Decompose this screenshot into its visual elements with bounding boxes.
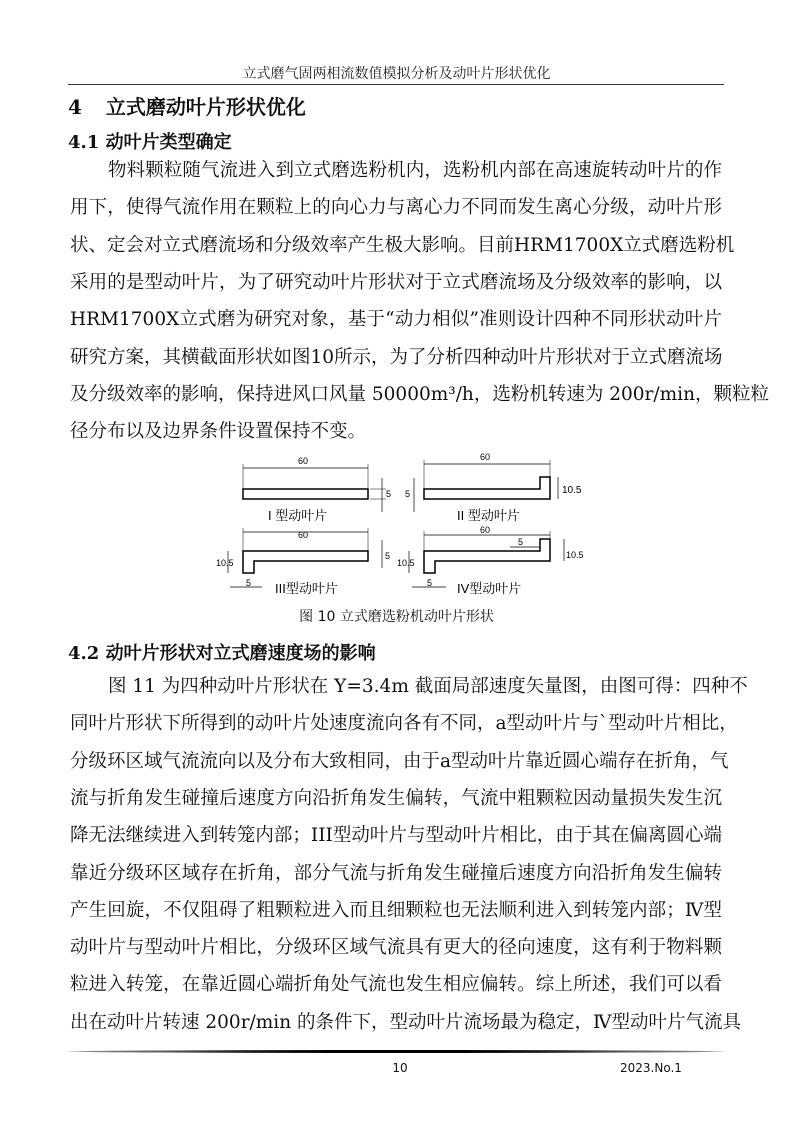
running-header: 立式磨气固两相流数值模拟分析及动叶片形状优化 <box>242 66 551 82</box>
blade-type-3 <box>216 528 390 596</box>
text-line: 流与折角发生碰撞后速度方向沿折角发生偏转，气流中粗颗粒因动量损失发生沉 <box>70 787 722 809</box>
blade-type-4 <box>397 525 584 596</box>
text-line: 及分级效率的影响，保持进风口风量 50000m³/h，选粉机转速为 200r/min，颗粒粒 <box>70 383 769 405</box>
figure-caption: 图 10 立式磨选粉机动叶片形状 <box>299 609 494 625</box>
blade-type-1 <box>243 456 391 523</box>
issue-label: 2023.No.1 <box>620 1061 682 1075</box>
dim-label: 10.5 <box>566 550 584 560</box>
dim-label: 5 <box>518 537 524 547</box>
blade-1-shape <box>243 489 368 499</box>
blade-label: IV型动叶片 <box>457 581 522 596</box>
dim-label: 10.5 <box>562 485 582 496</box>
dim-label: 5 <box>385 551 391 561</box>
text-line: 靠近分级环区域存在折角，部分气流与折角发生碰撞后速度方向沿折角发生偏转 <box>70 862 722 884</box>
blade-4-shape <box>424 539 550 573</box>
section-number: 4 <box>68 95 82 119</box>
text-line: 分级环区域气流流向以及分布大致相同，由于a型动叶片靠近圆心端存在折角，气 <box>70 750 729 772</box>
dim-label: 10.5 <box>216 558 234 568</box>
dim-label: 5 <box>427 578 433 588</box>
footer-rule <box>68 1050 724 1053</box>
subsection-heading-4-2: 4.2 动叶片形状对立式磨速度场的影响 <box>68 643 376 664</box>
blade-type-2 <box>405 452 582 523</box>
blade-label: I 型动叶片 <box>268 508 328 523</box>
dim-label: 60 <box>480 525 491 535</box>
section-heading <box>68 91 306 120</box>
text-line: 采用的是型动叶片，为了研究动叶片形状对于立式磨流场及分级效率的影响，以 <box>70 271 722 293</box>
page-number: 10 <box>392 1061 408 1075</box>
dim-label: 60 <box>480 452 491 462</box>
text-line: 产生回旋，不仅阻碍了粗颗粒进入而且细颗粒也无法顺利进入到转笼内部；Ⅳ型 <box>70 899 722 921</box>
dim-label: 5 <box>405 489 411 499</box>
section-title: 立式磨动叶片形状优化 <box>105 95 306 119</box>
dim-label: 60 <box>298 530 309 540</box>
text-line: 同叶片形状下所得到的动叶片处速度流向各有不同，a型动叶片与`型动叶片相比， <box>70 713 738 735</box>
dim-label: 5 <box>246 578 252 588</box>
text-line: HRM1700X立式磨为研究对象，基于“动力相似”准则设计四种不同形状动叶片 <box>70 309 722 331</box>
text-line: 图 11 为四种动叶片形状在 Y=3.4m 截面局部速度矢量图，由图可得：四种不 <box>108 676 748 697</box>
text-line: 状、定会对立式磨流场和分级效率产生极大影响。目前HRM1700X立式磨选粉机 <box>70 234 735 256</box>
text-line: 降无法继续进入到转笼内部；III型动叶片与型动叶片相比，由于其在偏离圆心端 <box>70 825 722 847</box>
text-line: 动叶片与型动叶片相比，分级环区域气流具有更大的径向速度，这有利于物料颗 <box>70 937 722 959</box>
text-line: 径分布以及边界条件设置保持不变。 <box>70 421 367 443</box>
blade-label: II 型动叶片 <box>457 508 520 523</box>
blade-2-shape <box>424 477 550 499</box>
dim-label: 60 <box>298 456 309 466</box>
text-line: 用下，使得气流作用在颗粒上的向心力与离心力不同而发生离心分级，动叶片形 <box>70 197 722 219</box>
blade-3-shape <box>243 551 368 573</box>
subsection-heading-4-1: 4.1 动叶片类型确定 <box>68 132 232 153</box>
text-line: 研究方案，其横截面形状如图10所示，为了分析四种动叶片形状对于立式磨流场 <box>70 346 723 368</box>
text-line: 粒进入转笼，在靠近圆心端折角处气流也发生相应偏转。综上所述，我们可以看 <box>70 974 722 996</box>
header-rule <box>68 84 724 85</box>
dim-label: 10.5 <box>397 558 415 568</box>
dim-label: 5 <box>386 489 392 499</box>
blade-label: III型动叶片 <box>275 581 338 596</box>
blade-shapes-figure <box>200 450 600 600</box>
text-line: 物料颗粒随气流进入到立式磨选粉机内，选粉机内部在高速旋转动叶片的作 <box>108 160 722 181</box>
text-line: 出在动叶片转速 200r/min 的条件下，型动叶片流场最为稳定，Ⅳ型动叶片气流具 <box>70 1011 742 1033</box>
